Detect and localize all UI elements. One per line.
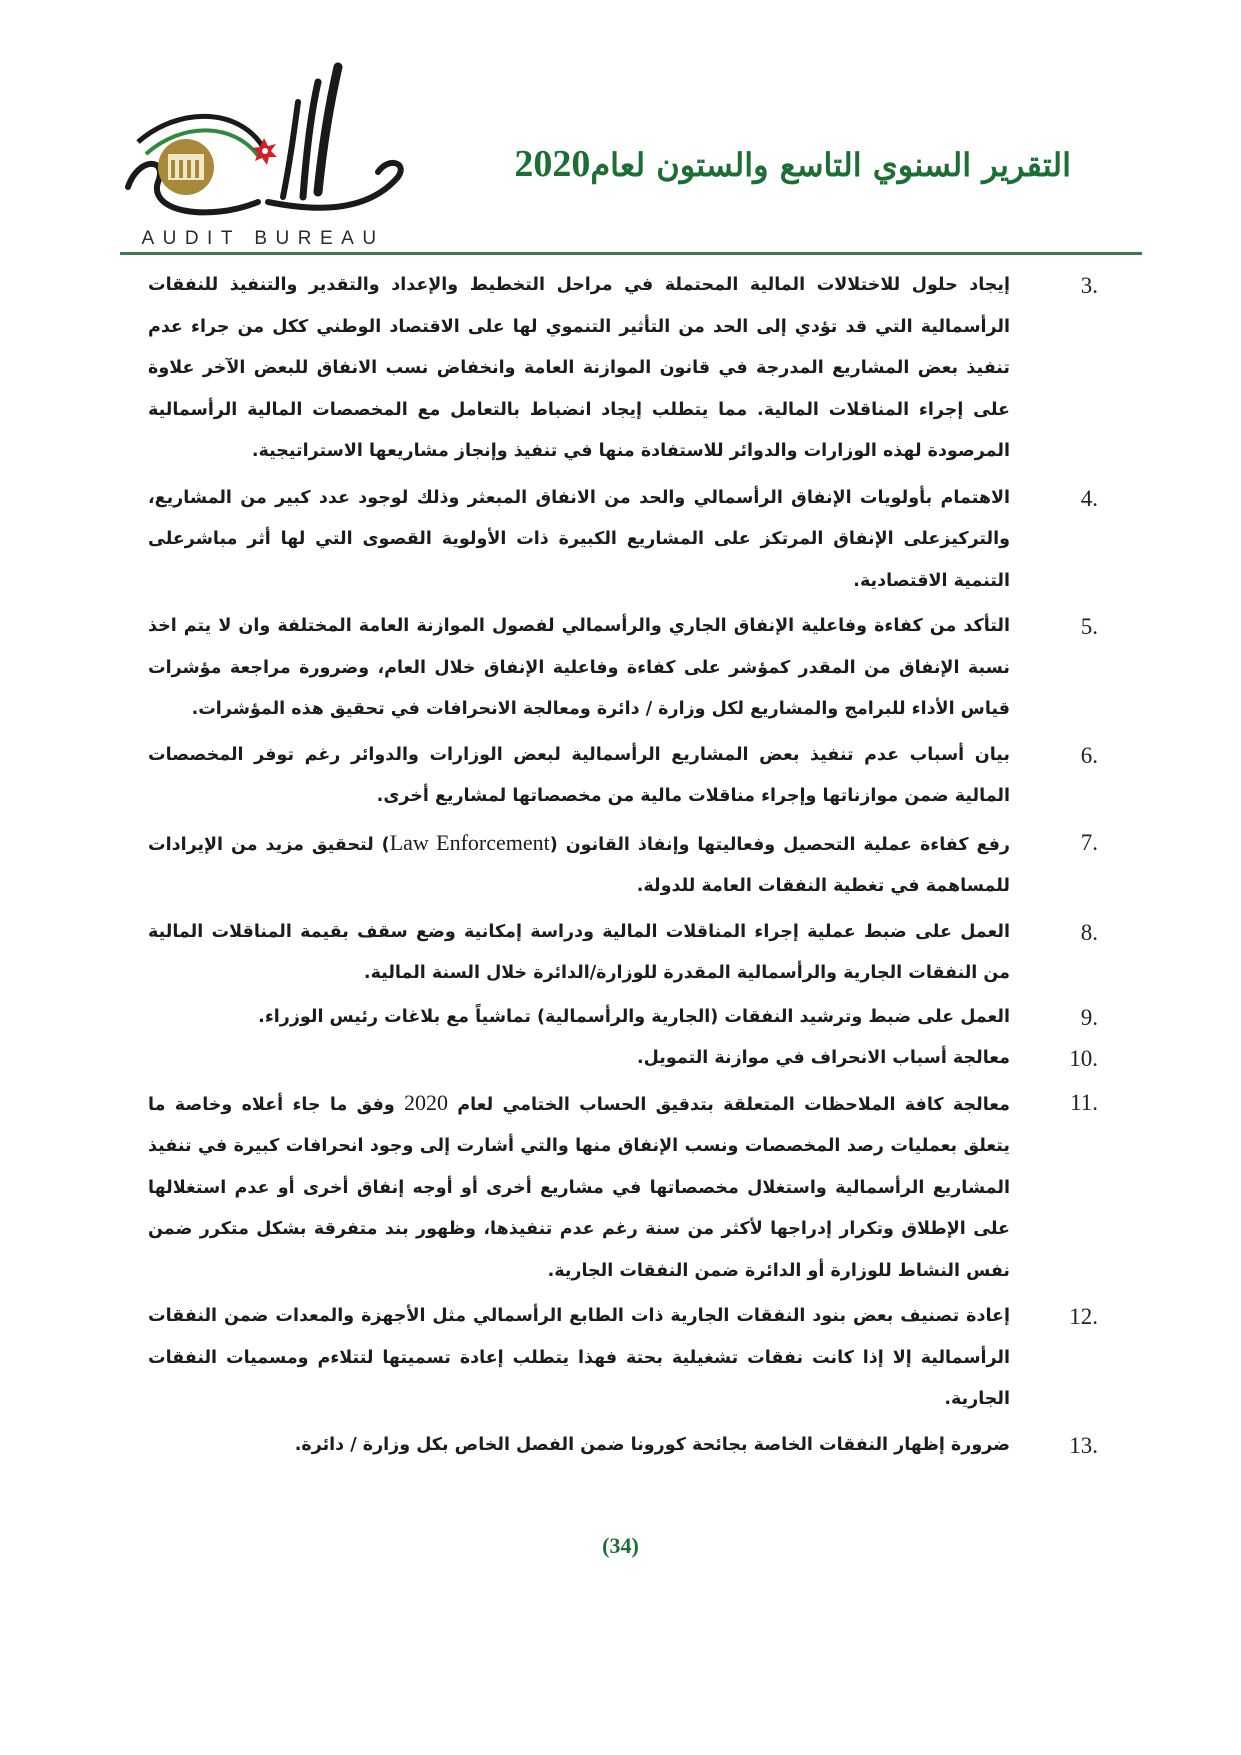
list-item bbox=[148, 822, 1098, 908]
list-item bbox=[148, 1038, 1098, 1080]
list-item bbox=[148, 912, 1098, 995]
report-title bbox=[514, 142, 1071, 186]
item-text: ضرورة إظهار النفقات الخاصة بجائحة كورونا ضمن الفصل الخاص بكل وزارة / دائرة. bbox=[294, 1434, 1010, 1455]
item-number: 11. bbox=[1070, 1089, 1098, 1115]
item-text: العمل على ضبط عملية إجراء المناقلات المالية ودراسة إمكانية وضع سقف بقيمة المناقلات المالية من النفقات الجارية والرأسمالية المقدرة للوزارة/الدائرة خلال السنة المالية. bbox=[148, 921, 1010, 983]
item-text: العمل على ضبط وترشيد النفقات (الجارية والرأسمالية) تماشياً مع بلاغات رئيس الوزراء. bbox=[258, 1006, 1010, 1027]
item-text bbox=[148, 822, 1010, 908]
item-text-part: ) لتحقيق مزيد من الإيرادات للمساهمة في تغطية النفقات العامة للدولة. bbox=[148, 834, 1010, 896]
item-text-part: وفق ما جاء أعلاه وخاصة ما يتعلق بعمليات رصد المخصصات ونسب الإنفاق منها والتي أشارت إلى وجود انحرافات كبيرة في تنفيذ المشاريع الرأسمالية واستغلال مخصصاتها في مشاريع أخرى أو أوجه إنفاق أخرى أو عدم استغلالها على الإطلاق وتكرار إدراجها لأكثر من سنة رغم عدم تنفيذها، وظهور بند متفرقة بشكل متكرر ضمن نفس النشاط للوزارة أو الدائرة ضمن النفقات الجارية. bbox=[148, 1094, 1010, 1281]
item-text-part: معالجة كافة الملاحظات المتعلقة بتدقيق الحساب الختامي لعام bbox=[448, 1094, 1010, 1115]
logo-emblem-icon bbox=[118, 62, 408, 227]
item-text-latin: Law Enforcement bbox=[389, 829, 550, 855]
item-number: 8. bbox=[1080, 919, 1098, 945]
item-number: 10. bbox=[1069, 1046, 1098, 1071]
list-item bbox=[148, 265, 1098, 473]
item-number: 7. bbox=[1080, 829, 1098, 855]
list-item bbox=[148, 735, 1098, 818]
page-number: (34) bbox=[602, 1533, 639, 1558]
item-number: 9. bbox=[1080, 1004, 1098, 1030]
item-number: 5. bbox=[1080, 614, 1098, 639]
list-item bbox=[148, 997, 1098, 1039]
list-item bbox=[148, 478, 1098, 603]
list-item bbox=[148, 1082, 1098, 1293]
item-number: 4. bbox=[1080, 485, 1098, 511]
audit-bureau-logo bbox=[118, 62, 408, 250]
list-item bbox=[148, 1425, 1098, 1467]
header-divider bbox=[120, 252, 1142, 255]
item-text: معالجة أسباب الانحراف في موازنة التمويل. bbox=[637, 1048, 1010, 1068]
item-text bbox=[148, 1082, 1010, 1293]
list-item bbox=[148, 1296, 1098, 1421]
item-text: إعادة تصنيف بعض بنود النفقات الجارية ذات الطابع الرأسمالي مثل الأجهزة والمعدات ضمن النفقات الرأسمالية إلا إذا كانت نفقات تشغيلية بحتة فهذا يتطلب إعادة تسميتها لتتلاءم ومسميات النفقات الجارية. bbox=[148, 1306, 1010, 1409]
item-number: 3. bbox=[1080, 273, 1098, 298]
item-text: الاهتمام بأولويات الإنفاق الرأسمالي والحد من الانفاق المبعثر وذلك لوجود عدد كبير من المشاريع، والتركيزعلى الإنفاق المرتكز على المشاريع الكبيرة ذات الأولوية القصوى التي لها أثر مباشرعلى التنمية الاقتصادية. bbox=[148, 487, 1010, 591]
item-number: 13. bbox=[1069, 1432, 1098, 1458]
page-header bbox=[0, 0, 1241, 260]
item-text-latin: 2020 bbox=[404, 1089, 448, 1115]
item-text: بيان أسباب عدم تنفيذ بعض المشاريع الرأسمالية لبعض الوزارات والدوائر رغم توفر المخصصات المالية ضمن موازناتها وإجراء مناقلات مالية من مخصصاتها لمشاريع أخرى. bbox=[148, 744, 1010, 806]
item-number: 12. bbox=[1069, 1304, 1098, 1329]
item-text: التأكد من كفاءة وفاعلية الإنفاق الجاري والرأسمالي لفصول الموازنة العامة المختلفة وان لا يتم اخذ نسبة الإنفاق من المقدر كمؤشر على كفاءة وفاعلية الإنفاق خلال العام، وضرورة مراجعة مؤشرات قياس الأداء للبرامج والمشاريع لكل وزارة / دائرة ومعالجة الانحرافات في تحقيق هذه المؤشرات. bbox=[148, 616, 1010, 719]
item-number: 6. bbox=[1080, 742, 1098, 768]
recommendations-list bbox=[148, 265, 1098, 1466]
report-title-year: 2020 bbox=[514, 143, 591, 185]
item-text: إيجاد حلول للاختلالات المالية المحتملة في مراحل التخطيط والإعداد والتقدير والتنفيذ للنفقات الرأسمالية التي قد تؤدي إلى الحد من التأثير التنموي لها على الاقتصاد الوطني ككل من جراء عدم تنفيذ بعض المشاريع المدرجة في قانون الموازنة العامة وانخفاض نسب الانفاق للبعض الآخر علاوة على إجراء المناقلات المالية. مما يتطلب إيجاد انضباط بالتعامل مع المخصصات المالية الرأسمالية المرصودة لهذه الوزارات والدوائر للاستفادة منها في تنفيذ وإنجاز مشاريعها الاستراتيجية. bbox=[148, 275, 1010, 461]
list-item bbox=[148, 606, 1098, 731]
logo-english-text: AUDIT BUREAU bbox=[141, 228, 385, 249]
item-text-part: رفع كفاءة عملية التحصيل وفعاليتها وإنفاذ القانون ( bbox=[549, 834, 1011, 855]
report-title-text: التقرير السنوي التاسع والستون لعام bbox=[590, 146, 1071, 184]
